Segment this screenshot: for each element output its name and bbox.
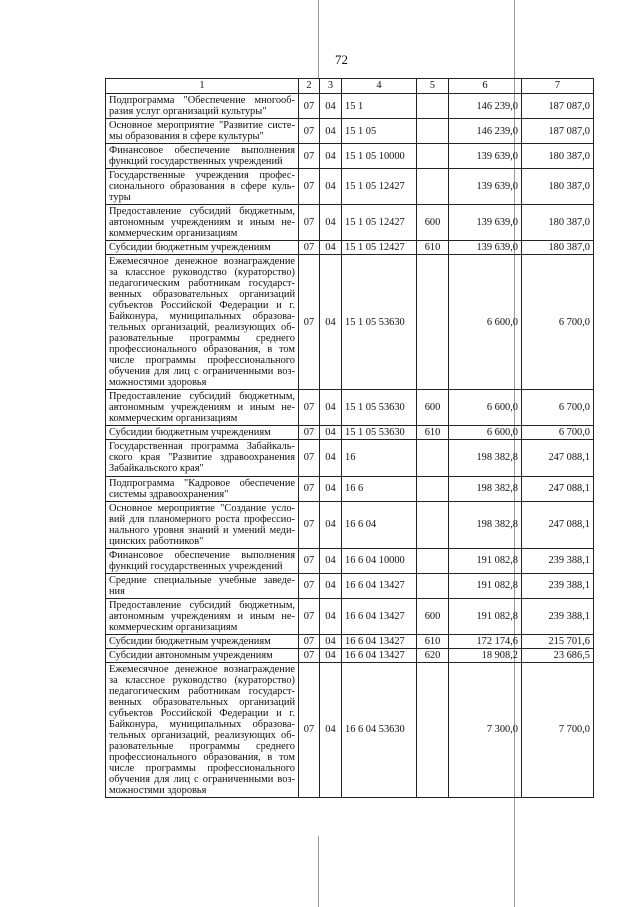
- scan-line-mid: [318, 836, 319, 907]
- table-row: [106, 241, 594, 255]
- table-row: [106, 255, 594, 390]
- row-name-cell: Средние специальные учебные заведе-ния: [106, 573, 299, 598]
- amount-col7-cell: 180 387,0: [522, 169, 594, 205]
- amount-col6-cell: 6 600,0: [449, 390, 522, 426]
- section-code-cell: 04: [320, 426, 342, 440]
- expense-type-cell: [417, 144, 449, 169]
- table-row: [106, 662, 594, 797]
- amount-col7-cell: 247 088,1: [522, 501, 594, 548]
- amount-col6-cell: 146 239,0: [449, 94, 522, 119]
- table-row: [106, 426, 594, 440]
- section-code-cell: 04: [320, 169, 342, 205]
- expense-type-cell: 610: [417, 426, 449, 440]
- ministry-code-cell: 07: [299, 119, 320, 144]
- section-code-cell: 04: [320, 634, 342, 648]
- ministry-code-cell: 07: [299, 476, 320, 501]
- target-code-cell: 16 6 04 13427: [342, 573, 417, 598]
- amount-col7-cell: 7 700,0: [522, 662, 594, 797]
- amount-col6-cell: 139 639,0: [449, 144, 522, 169]
- target-code-cell: 16 6 04 10000: [342, 548, 417, 573]
- amount-col7-cell: 239 388,1: [522, 573, 594, 598]
- row-name-cell: Основное мероприятие "Развитие систе-мы образования в сфере культуры": [106, 119, 299, 144]
- table-row: [106, 169, 594, 205]
- row-name-cell: Ежемесячное денежное вознаграждение за классное руководство (кураторство) педагогическим работникам государст-венных образовательных организаций субъектов Российской Федерации и г. Байконура, муниципальных образова-тельных организаций, реализующих об-разовательные программы среднего профессионального образования, в том числе программы профессионального обучения для лиц с ограниченными воз-можностями здоровья: [106, 662, 299, 797]
- expense-type-cell: 620: [417, 648, 449, 662]
- amount-col7-cell: 247 088,1: [522, 476, 594, 501]
- section-code-cell: 04: [320, 119, 342, 144]
- expense-type-cell: [417, 548, 449, 573]
- section-code-cell: 04: [320, 662, 342, 797]
- amount-col7-cell: 239 388,1: [522, 548, 594, 573]
- ministry-code-cell: 07: [299, 501, 320, 548]
- table-row: [106, 634, 594, 648]
- ministry-code-cell: 07: [299, 169, 320, 205]
- section-code-cell: 04: [320, 648, 342, 662]
- target-code-cell: 16: [342, 440, 417, 476]
- expense-type-cell: 610: [417, 241, 449, 255]
- amount-col6-cell: 6 600,0: [449, 426, 522, 440]
- expense-type-cell: [417, 440, 449, 476]
- expense-type-cell: 600: [417, 390, 449, 426]
- ministry-code-cell: 07: [299, 390, 320, 426]
- amount-col7-cell: 187 087,0: [522, 119, 594, 144]
- amount-col7-cell: 6 700,0: [522, 426, 594, 440]
- header-cell: 4: [342, 79, 417, 94]
- amount-col6-cell: 198 382,8: [449, 476, 522, 501]
- row-name-cell: Государственная программа Забайкаль-ского края "Развитие здравоохранения Забайкальского края": [106, 440, 299, 476]
- target-code-cell: 16 6 04 13427: [342, 648, 417, 662]
- section-code-cell: 04: [320, 598, 342, 634]
- amount-col6-cell: 191 082,8: [449, 573, 522, 598]
- amount-col7-cell: 187 087,0: [522, 94, 594, 119]
- amount-col7-cell: 180 387,0: [522, 144, 594, 169]
- section-code-cell: 04: [320, 440, 342, 476]
- ministry-code-cell: 07: [299, 241, 320, 255]
- budget-table: [105, 78, 594, 798]
- row-name-cell: Предоставление субсидий бюджетным, автономным учреждениям и иным не-коммерческим организациям: [106, 390, 299, 426]
- expense-type-cell: [417, 573, 449, 598]
- amount-col7-cell: 23 686,5: [522, 648, 594, 662]
- ministry-code-cell: 07: [299, 144, 320, 169]
- expense-type-cell: [417, 476, 449, 501]
- ministry-code-cell: 07: [299, 573, 320, 598]
- target-code-cell: 16 6 04: [342, 501, 417, 548]
- row-name-cell: Предоставление субсидий бюджетным, автономным учреждениям и иным не-коммерческим организациям: [106, 205, 299, 241]
- expense-type-cell: [417, 255, 449, 390]
- section-code-cell: 04: [320, 241, 342, 255]
- table-row: [106, 205, 594, 241]
- table-row: [106, 119, 594, 144]
- table-row: [106, 598, 594, 634]
- table-body: [106, 94, 594, 798]
- amount-col7-cell: 180 387,0: [522, 205, 594, 241]
- table-row: [106, 548, 594, 573]
- table-row: [106, 476, 594, 501]
- amount-col7-cell: 239 388,1: [522, 598, 594, 634]
- section-code-cell: 04: [320, 501, 342, 548]
- row-name-cell: Подпрограмма "Обеспечение многооб-разия услуг организаций культуры": [106, 94, 299, 119]
- header-cell: 1: [106, 79, 299, 94]
- target-code-cell: 15 1 05 12427: [342, 169, 417, 205]
- target-code-cell: 16 6 04 53630: [342, 662, 417, 797]
- target-code-cell: 16 6 04 13427: [342, 598, 417, 634]
- expense-type-cell: 600: [417, 205, 449, 241]
- header-cell: 3: [320, 79, 342, 94]
- section-code-cell: 04: [320, 144, 342, 169]
- amount-col6-cell: 6 600,0: [449, 255, 522, 390]
- header-cell: 7: [522, 79, 594, 94]
- target-code-cell: 15 1 05 53630: [342, 255, 417, 390]
- target-code-cell: 15 1 05 12427: [342, 241, 417, 255]
- amount-col6-cell: 191 082,8: [449, 598, 522, 634]
- section-code-cell: 04: [320, 573, 342, 598]
- header-cell: 2: [299, 79, 320, 94]
- header-cell: 6: [449, 79, 522, 94]
- table-row: [106, 94, 594, 119]
- amount-col7-cell: 215 701,6: [522, 634, 594, 648]
- ministry-code-cell: 07: [299, 94, 320, 119]
- amount-col7-cell: 6 700,0: [522, 390, 594, 426]
- target-code-cell: 15 1: [342, 94, 417, 119]
- amount-col6-cell: 172 174,6: [449, 634, 522, 648]
- target-code-cell: 15 1 05 53630: [342, 390, 417, 426]
- row-name-cell: Ежемесячное денежное вознаграждение за классное руководство (кураторство) педагогическим работникам государст-венных образовательных организаций субъектов Российской Федерации и г. Байконура, муниципальных образова-тельных организаций, реализующих об-разовательные программы среднего профессионального образования, в том числе программы профессионального обучения для лиц с ограниченными воз-можностями здоровья: [106, 255, 299, 390]
- target-code-cell: 15 1 05 12427: [342, 205, 417, 241]
- section-code-cell: 04: [320, 390, 342, 426]
- amount-col6-cell: 198 382,8: [449, 501, 522, 548]
- amount-col7-cell: 6 700,0: [522, 255, 594, 390]
- section-code-cell: 04: [320, 94, 342, 119]
- row-name-cell: Субсидии бюджетным учреждениям: [106, 634, 299, 648]
- row-name-cell: Субсидии автономным учреждениям: [106, 648, 299, 662]
- target-code-cell: 16 6 04 13427: [342, 634, 417, 648]
- header-cell: 5: [417, 79, 449, 94]
- expense-type-cell: [417, 119, 449, 144]
- amount-col6-cell: 7 300,0: [449, 662, 522, 797]
- table-row: [106, 573, 594, 598]
- ministry-code-cell: 07: [299, 598, 320, 634]
- expense-type-cell: [417, 501, 449, 548]
- target-code-cell: 15 1 05 53630: [342, 426, 417, 440]
- amount-col6-cell: 198 382,8: [449, 440, 522, 476]
- ministry-code-cell: 07: [299, 634, 320, 648]
- table-row: [106, 501, 594, 548]
- ministry-code-cell: 07: [299, 440, 320, 476]
- row-name-cell: Основное мероприятие "Создание усло-вий для планомерного роста профессио-нального уровня знаний и умений меди-цинских работников": [106, 501, 299, 548]
- section-code-cell: 04: [320, 476, 342, 501]
- expense-type-cell: [417, 662, 449, 797]
- ministry-code-cell: 07: [299, 426, 320, 440]
- amount-col6-cell: 191 082,8: [449, 548, 522, 573]
- amount-col6-cell: 139 639,0: [449, 241, 522, 255]
- ministry-code-cell: 07: [299, 648, 320, 662]
- ministry-code-cell: 07: [299, 548, 320, 573]
- row-name-cell: Субсидии бюджетным учреждениям: [106, 241, 299, 255]
- row-name-cell: Финансовое обеспечение выполнения функций государственных учреждений: [106, 548, 299, 573]
- amount-col6-cell: 139 639,0: [449, 169, 522, 205]
- table-row: [106, 648, 594, 662]
- page-number: 72: [335, 52, 348, 67]
- scan-line-left: [318, 0, 319, 78]
- table-header-row: [106, 79, 594, 94]
- section-code-cell: 04: [320, 255, 342, 390]
- amount-col6-cell: 18 908,2: [449, 648, 522, 662]
- row-name-cell: Подпрограмма "Кадровое обеспечение системы здравоохранения": [106, 476, 299, 501]
- row-name-cell: Финансовое обеспечение выполнения функций государственных учреждений: [106, 144, 299, 169]
- expense-type-cell: [417, 169, 449, 205]
- expense-type-cell: [417, 94, 449, 119]
- row-name-cell: Субсидии бюджетным учреждениям: [106, 426, 299, 440]
- amount-col6-cell: 139 639,0: [449, 205, 522, 241]
- amount-col7-cell: 180 387,0: [522, 241, 594, 255]
- ministry-code-cell: 07: [299, 662, 320, 797]
- row-name-cell: Государственные учреждения профес-сионального образования в сфере куль-туры: [106, 169, 299, 205]
- target-code-cell: 15 1 05 10000: [342, 144, 417, 169]
- section-code-cell: 04: [320, 205, 342, 241]
- table-row: [106, 440, 594, 476]
- ministry-code-cell: 07: [299, 255, 320, 390]
- table-row: [106, 144, 594, 169]
- section-code-cell: 04: [320, 548, 342, 573]
- amount-col6-cell: 146 239,0: [449, 119, 522, 144]
- target-code-cell: 15 1 05: [342, 119, 417, 144]
- expense-type-cell: 610: [417, 634, 449, 648]
- table-row: [106, 390, 594, 426]
- expense-type-cell: 600: [417, 598, 449, 634]
- amount-col7-cell: 247 088,1: [522, 440, 594, 476]
- ministry-code-cell: 07: [299, 205, 320, 241]
- row-name-cell: Предоставление субсидий бюджетным, автономным учреждениям и иным не-коммерческим организациям: [106, 598, 299, 634]
- target-code-cell: 16 6: [342, 476, 417, 501]
